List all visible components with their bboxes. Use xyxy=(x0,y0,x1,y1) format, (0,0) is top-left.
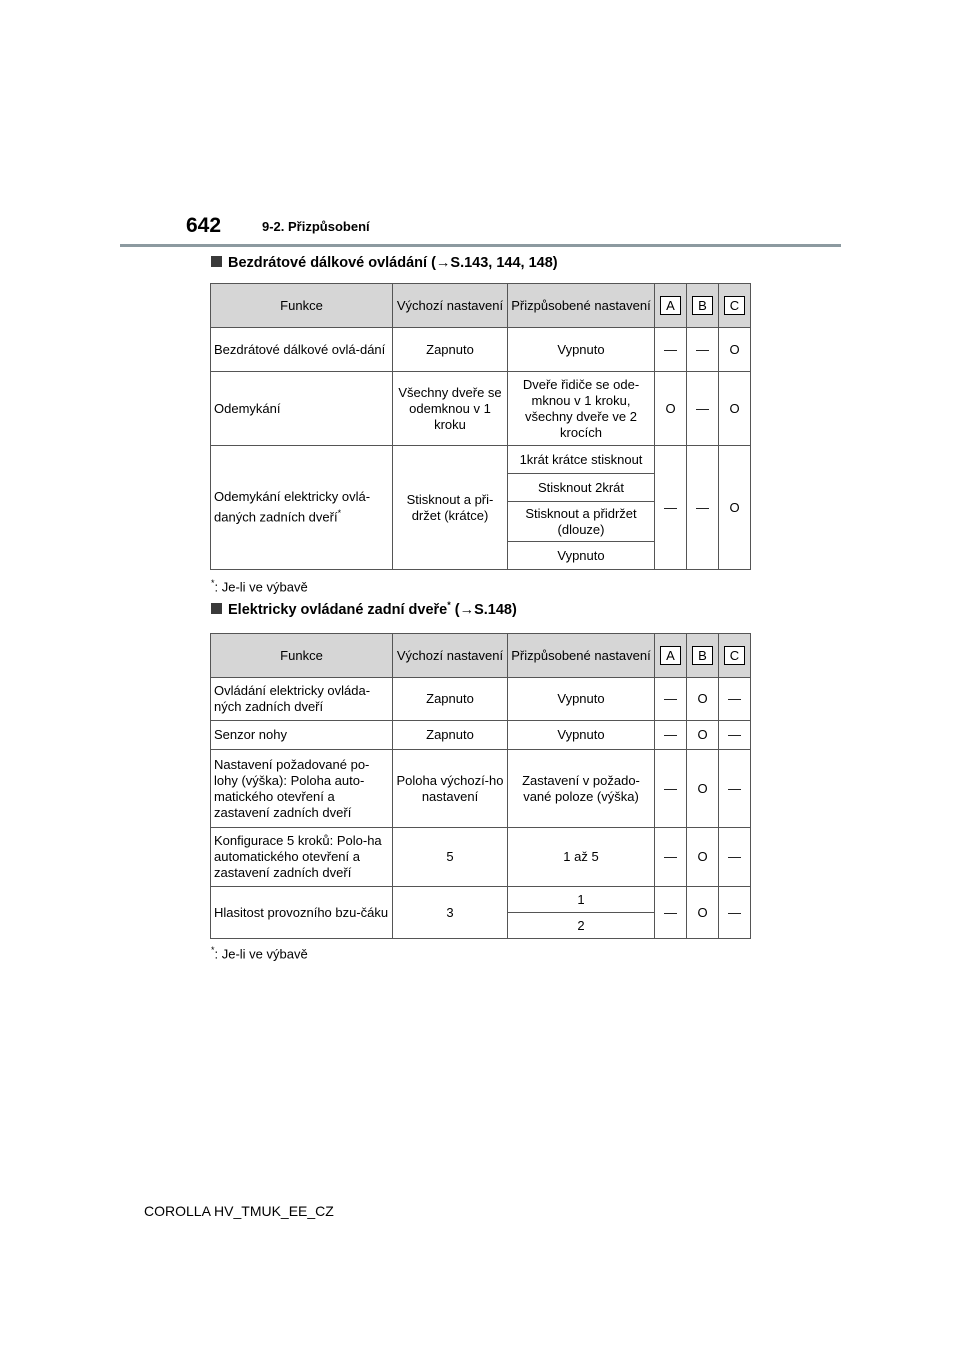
cell-default: 5 xyxy=(393,828,508,887)
section-title: Elektricky ovládané zadní dveře xyxy=(228,601,448,618)
cell-funkce: Odemykání xyxy=(211,372,393,446)
cell-custom-option: Stisknout 2krát xyxy=(508,474,655,502)
cell-funkce: Konfigurace 5 kroků: Polo-ha automatického otevření a zastavení zadních dveří xyxy=(211,828,393,887)
section-heading-remote xyxy=(211,255,558,271)
letter-b-icon: B xyxy=(692,646,713,665)
cell-funkce-text: Odemykání elektricky ovlá-daných zadních dveří xyxy=(214,489,371,525)
column-header-custom: Přizpůsobené nastavení xyxy=(508,634,655,678)
section-heading-tailgate xyxy=(211,600,517,618)
cell-funkce: Ovládání elektricky ovláda-ných zadních dveří xyxy=(211,678,393,721)
column-header-default: Výchozí nastavení xyxy=(393,284,508,328)
cell-c: — xyxy=(719,828,751,887)
cell-custom: Zastavení v požado-vané poloze (výška) xyxy=(508,750,655,828)
cell-c: O xyxy=(719,446,751,570)
section-title: Bezdrátové dálkové ovládání (→S.143, 144, 148) xyxy=(228,255,558,271)
cell-default: Stisknout a při-držet (krátce) xyxy=(393,446,508,570)
table-header-row xyxy=(211,284,751,328)
header-divider xyxy=(120,244,841,247)
footnote xyxy=(211,945,308,961)
cell-custom: 1 až 5 xyxy=(508,828,655,887)
cell-c: — xyxy=(719,887,751,939)
cell-b: O xyxy=(687,750,719,828)
cell-custom: Dveře řidiče se ode-mknou v 1 kroku, všechny dveře ve 2 krocích xyxy=(508,372,655,446)
cell-default: Všechny dveře se odemknou v 1 kroku xyxy=(393,372,508,446)
cell-a: — xyxy=(655,446,687,570)
cell-b: O xyxy=(687,887,719,939)
cell-custom-option: Stisknout a přidržet (dlouze) xyxy=(508,502,655,542)
letter-a-icon: A xyxy=(660,296,681,315)
table-row xyxy=(211,887,751,913)
cell-default: Zapnuto xyxy=(393,721,508,750)
cell-a: — xyxy=(655,750,687,828)
column-header-c xyxy=(719,634,751,678)
cell-c: — xyxy=(719,750,751,828)
cell-c: O xyxy=(719,372,751,446)
table-row xyxy=(211,446,751,474)
letter-a-icon: A xyxy=(660,646,681,665)
cell-custom: Vypnuto xyxy=(508,328,655,372)
cell-a: — xyxy=(655,678,687,721)
column-header-funkce: Funkce xyxy=(211,284,393,328)
cell-funkce: Hlasitost provozního bzu-čáku xyxy=(211,887,393,939)
cell-funkce: Nastavení požadované po-lohy (výška): Poloha auto-matického otevření a zastavení zadních dveří xyxy=(211,750,393,828)
column-header-funkce: Funkce xyxy=(211,634,393,678)
footnote-marker: * xyxy=(447,600,451,610)
letter-c-icon: C xyxy=(724,646,745,665)
table-row xyxy=(211,328,751,372)
column-header-a xyxy=(655,634,687,678)
cell-custom: Vypnuto xyxy=(508,721,655,750)
section-title-ref: (→S.148) xyxy=(450,601,517,618)
footnote-text: : Je-li ve výbavě xyxy=(214,579,308,595)
table-row xyxy=(211,678,751,721)
cell-b: O xyxy=(687,828,719,887)
cell-a: — xyxy=(655,328,687,372)
footer-model: COROLLA HV_TMUK_EE_CZ xyxy=(144,1203,334,1219)
square-bullet-icon xyxy=(211,256,222,267)
column-header-b xyxy=(687,634,719,678)
cell-funkce: Senzor nohy xyxy=(211,721,393,750)
cell-funkce xyxy=(211,446,393,570)
footnote-marker: * xyxy=(211,945,215,955)
cell-custom-option: 1 xyxy=(508,887,655,913)
remote-settings-table xyxy=(210,283,751,570)
cell-custom-option: Vypnuto xyxy=(508,542,655,570)
cell-default: Zapnuto xyxy=(393,678,508,721)
column-header-a xyxy=(655,284,687,328)
cell-custom-option: 2 xyxy=(508,913,655,939)
table-row xyxy=(211,721,751,750)
column-header-default: Výchozí nastavení xyxy=(393,634,508,678)
column-header-c xyxy=(719,284,751,328)
cell-default: Poloha výchozí-ho nastavení xyxy=(393,750,508,828)
footnote xyxy=(211,578,308,594)
letter-c-icon: C xyxy=(724,296,745,315)
cell-custom: Vypnuto xyxy=(508,678,655,721)
chapter-title: 9-2. Přizpůsobení xyxy=(262,219,370,234)
page-number: 642 xyxy=(186,214,222,237)
cell-c: O xyxy=(719,328,751,372)
cell-b: — xyxy=(687,446,719,570)
cell-b: — xyxy=(687,328,719,372)
square-bullet-icon xyxy=(211,603,222,614)
cell-a: — xyxy=(655,828,687,887)
cell-default: 3 xyxy=(393,887,508,939)
cell-a: — xyxy=(655,887,687,939)
cell-b: O xyxy=(687,721,719,750)
table-header-row xyxy=(211,634,751,678)
cell-c: — xyxy=(719,678,751,721)
cell-b: O xyxy=(687,678,719,721)
cell-funkce: Bezdrátové dálkové ovlá-dání xyxy=(211,328,393,372)
cell-b: — xyxy=(687,372,719,446)
column-header-b xyxy=(687,284,719,328)
table-row xyxy=(211,828,751,887)
column-header-custom: Přizpůsobené nastavení xyxy=(508,284,655,328)
footnote-marker: * xyxy=(211,578,215,588)
cell-a: O xyxy=(655,372,687,446)
cell-custom-option: 1krát krátce stisknout xyxy=(508,446,655,474)
cell-a: — xyxy=(655,721,687,750)
footnote-text: : Je-li ve výbavě xyxy=(214,946,308,962)
table-row xyxy=(211,750,751,828)
tailgate-settings-table xyxy=(210,633,751,939)
cell-c: — xyxy=(719,721,751,750)
table-row xyxy=(211,372,751,446)
footnote-marker: * xyxy=(337,508,342,519)
letter-b-icon: B xyxy=(692,296,713,315)
cell-default: Zapnuto xyxy=(393,328,508,372)
